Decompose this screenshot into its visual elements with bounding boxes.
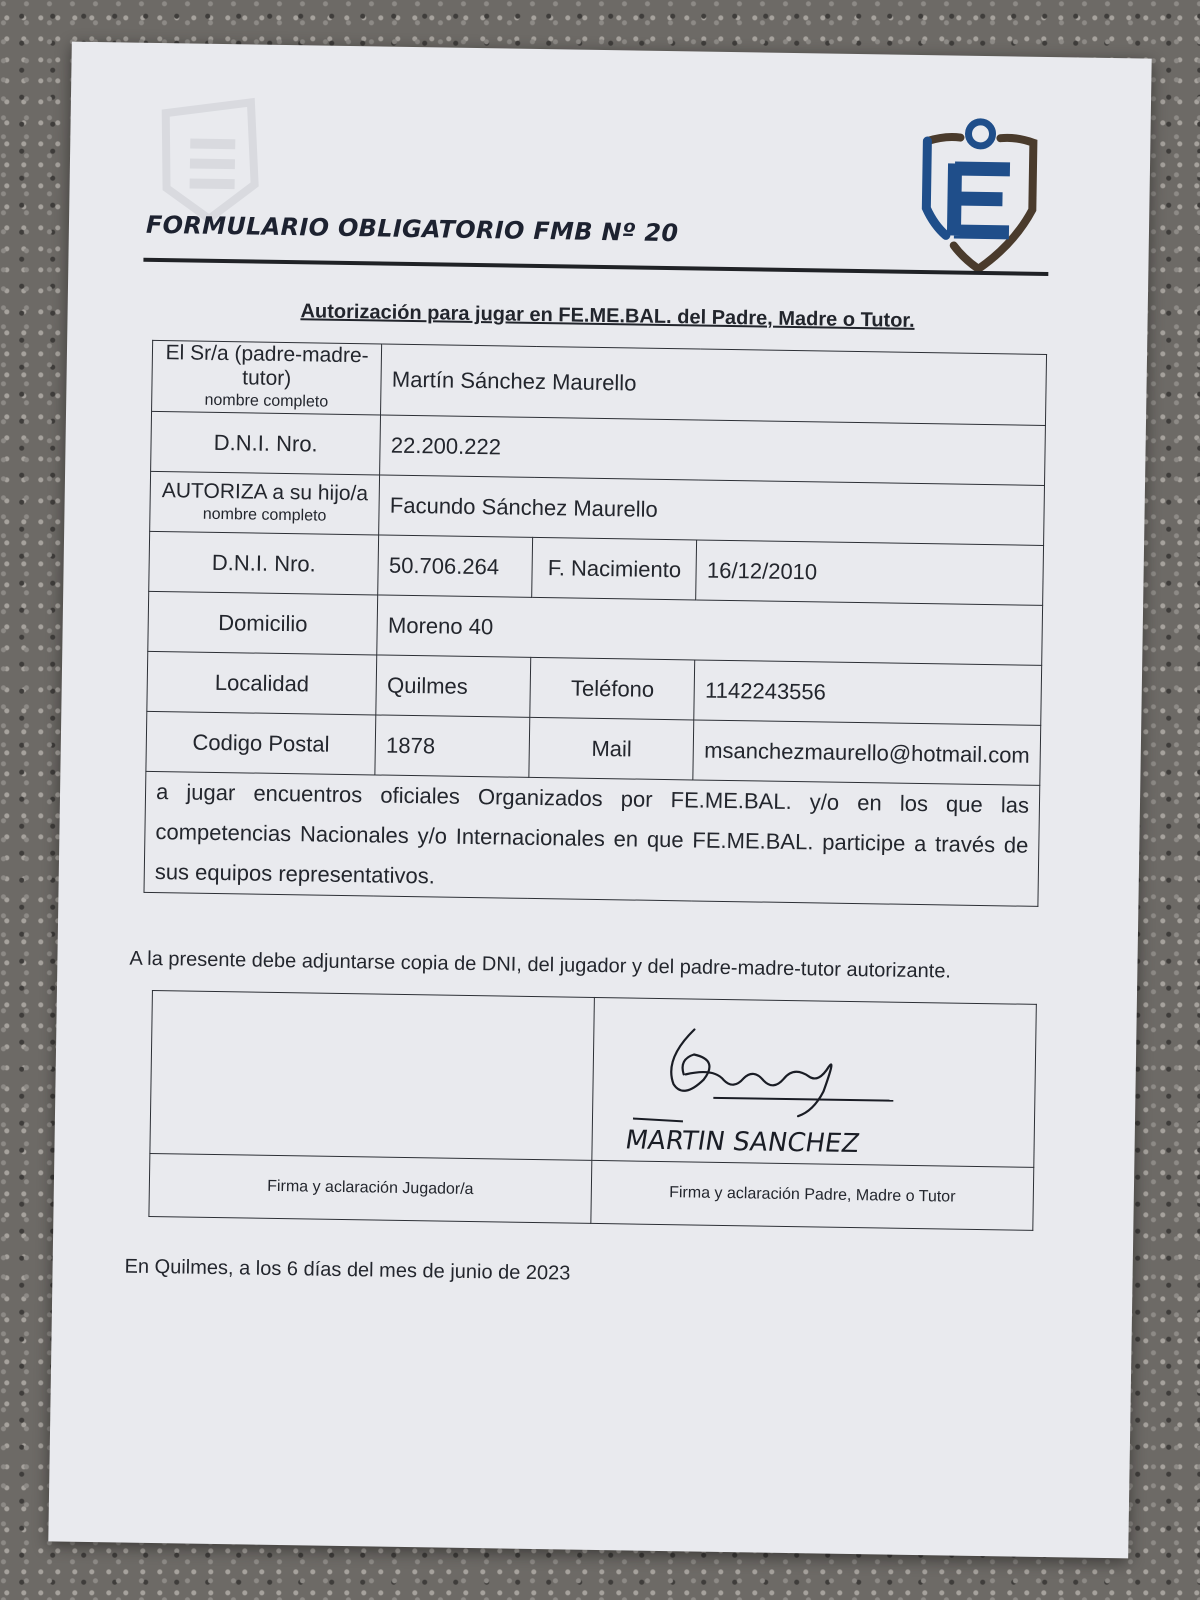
- address-field[interactable]: Moreno 40: [377, 595, 1043, 665]
- postal-field[interactable]: 1878: [375, 715, 530, 777]
- signature-clarification: MARTIN SANCHEZ: [623, 1125, 862, 1160]
- signature-table: [148, 990, 1036, 1231]
- city-label: Localidad: [147, 651, 377, 715]
- player-signature-label: Firma y aclaración Jugador/a: [149, 1153, 592, 1223]
- parent-label-cell: [152, 340, 382, 415]
- phone-field[interactable]: 1142243556: [694, 660, 1041, 725]
- attachment-note: A la presente debe adjuntarse copia de DNI, del jugador y del padre-madre-tutor autorizante.: [129, 947, 952, 983]
- paragraph-row: [144, 771, 1040, 906]
- form-title: FORMULARIO OBLIGATORIO FMB Nº 20: [145, 210, 679, 248]
- parent-signature: [622, 1018, 914, 1163]
- authorization-table: [143, 340, 1047, 907]
- parent-signature-label: Firma y aclaración Padre, Madre o Tutor: [591, 1160, 1034, 1230]
- parent-name-field[interactable]: Martín Sánchez Maurello: [381, 344, 1047, 425]
- parent-signature-box[interactable]: [592, 997, 1037, 1167]
- parent-label: El Sr/a (padre-madre-tutor): [165, 341, 369, 391]
- child-sublabel: nombre completo: [202, 505, 327, 525]
- postal-label: Codigo Postal: [146, 711, 376, 775]
- child-dni-label: D.N.I. Nro.: [149, 531, 379, 595]
- femebal-logo: [913, 113, 1045, 275]
- watermark-logo: [154, 93, 266, 225]
- birth-date-field[interactable]: 16/12/2010: [696, 540, 1043, 605]
- child-dni-field[interactable]: 50.706.264: [378, 535, 533, 597]
- parent-dni-field[interactable]: 22.200.222: [380, 415, 1046, 485]
- city-field[interactable]: Quilmes: [376, 655, 531, 717]
- player-signature-box[interactable]: [150, 990, 595, 1160]
- child-name-field[interactable]: Facundo Sánchez Maurello: [379, 475, 1045, 545]
- mail-field[interactable]: msanchezmaurello@hotmail.com: [693, 720, 1040, 785]
- phone-label: Teléfono: [530, 657, 695, 720]
- form-subtitle: Autorización para jugar en FE.ME.BAL. del Padre, Madre o Tutor.: [300, 300, 915, 332]
- child-label: AUTORIZA a su hijo/a: [161, 478, 369, 505]
- closing-date-line: En Quilmes, a los 6 días del mes de junio de 2023: [124, 1255, 571, 1285]
- parent-name-row: [152, 340, 1047, 425]
- parent-sublabel: nombre completo: [204, 391, 329, 411]
- birth-date-label: F. Nacimiento: [532, 537, 697, 600]
- form-sheet: [48, 42, 1151, 1559]
- authorization-paragraph: a jugar encuentros oficiales Organizados por FE.ME.BAL. y/o en los que las competencias Nacionales y/o Internacionales en que FE.ME.BAL. participe a través de sus equipos representativos.: [144, 771, 1040, 906]
- parent-dni-label: D.N.I. Nro.: [151, 411, 381, 475]
- mail-label: Mail: [529, 717, 694, 780]
- child-label-cell: [150, 471, 380, 535]
- address-label: Domicilio: [148, 591, 378, 655]
